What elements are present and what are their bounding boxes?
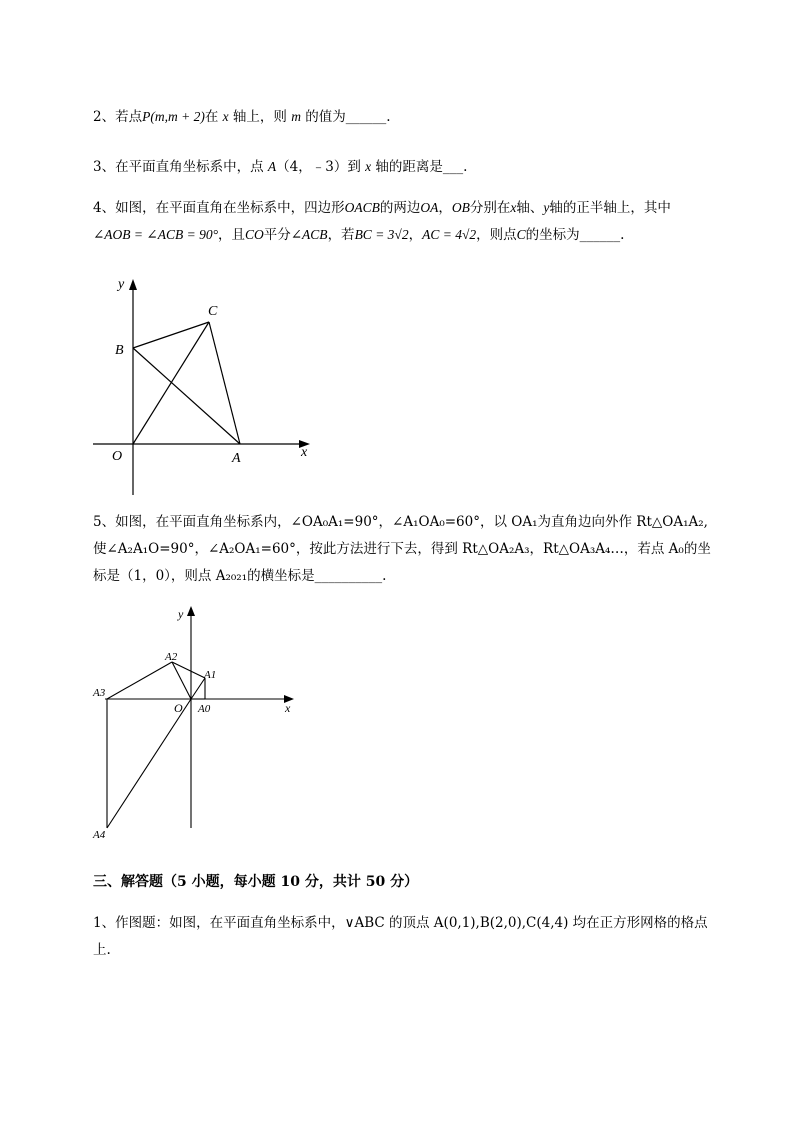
question-5-line-3: 标是（1，0），则点 A₂₀₂₁的横坐标是__________. xyxy=(93,568,387,584)
q4-text-1c: 分别在 xyxy=(469,200,511,216)
figure-spiral-triangles xyxy=(85,600,305,850)
segment-a2a3 xyxy=(107,662,172,699)
figure-quadrilateral xyxy=(85,270,325,500)
q3-coords: （4，﹣3）到 xyxy=(276,159,361,175)
label-x: x xyxy=(285,701,291,715)
q4-oa: OA xyxy=(420,200,439,215)
label-y: y xyxy=(118,277,125,292)
q2-axis: x xyxy=(222,109,229,124)
q2-var: m xyxy=(291,109,301,124)
label-o: O xyxy=(112,449,123,464)
label-a1: A1 xyxy=(204,669,217,681)
label-c: C xyxy=(208,304,218,319)
q4-text-2d: ， xyxy=(408,227,423,243)
q4-text-2a: ，且 xyxy=(217,227,245,243)
y-axis-arrow-icon xyxy=(187,606,195,616)
label-x: x xyxy=(301,445,308,460)
label-a: A xyxy=(232,451,241,466)
section-3-title: 三、解答题（5 小题，每小题 10 分，共计 50 分） xyxy=(93,874,419,890)
q4-text-1b: 的两边 xyxy=(379,200,421,216)
problem-1-line-1: 1、作图题：如图，在平面直角坐标系中，∨ABC 的顶点 A(0,1),B(2,0),C(4,4) 均在正方形网格的格点 xyxy=(93,915,708,931)
segment-ba xyxy=(133,348,240,444)
q4-text-1: 4、如图，在平面直角在坐标系中，四边形 xyxy=(93,200,345,216)
q4-text-2e: ，则点 xyxy=(476,227,517,243)
q4-y: y xyxy=(543,200,550,215)
question-3 xyxy=(93,157,467,177)
q3-axis: x xyxy=(365,159,372,174)
q4-text-2b: 平分 xyxy=(263,227,291,243)
q3-text: 3、在平面直角坐标系中，点 xyxy=(93,159,264,175)
q4-angle-eq: ∠AOB = ∠ACB = 90° xyxy=(93,227,218,242)
q4-text-1e: 轴的正半轴上，其中 xyxy=(549,200,671,216)
label-a2: A2 xyxy=(165,651,178,663)
q4-angle-acb: ∠ACB xyxy=(290,227,328,242)
q2-text-mid: 在 xyxy=(204,109,219,125)
q3-answer-blank: 轴的距离是___. xyxy=(375,159,468,175)
segment-bc xyxy=(133,322,209,348)
q4-comma: ， xyxy=(438,200,452,216)
problem-1-line-2: 上. xyxy=(93,942,111,958)
q2-text-mid2: 轴上，则 xyxy=(232,109,287,125)
segment-oa1 xyxy=(191,678,205,699)
q2-text: 2、若点 xyxy=(93,109,143,125)
segment-oa2 xyxy=(172,662,191,699)
segment-oa4 xyxy=(107,699,191,828)
label-a0: A0 xyxy=(198,703,211,715)
q4-quad: OACB xyxy=(344,200,380,215)
q2-answer-blank: 的值为______. xyxy=(305,109,391,125)
q4-co: CO xyxy=(244,227,264,242)
label-y: y xyxy=(178,607,184,621)
question-5-line-2: 使∠A₂A₁O=90°，∠A₂OA₁=60°，按此方法进行下去，得到 Rt△OA₂A₃，Rt△OA₃A₄…，若点 A₀的坐 xyxy=(93,541,711,557)
y-axis-arrow-icon xyxy=(129,279,137,290)
question-4-line-1 xyxy=(93,198,671,218)
label-a4: A4 xyxy=(93,829,106,841)
q4-c: C xyxy=(516,227,526,242)
q4-answer-blank: 的坐标为______. xyxy=(525,227,625,243)
q4-ob: OB xyxy=(451,200,470,215)
label-a3: A3 xyxy=(93,687,106,699)
q2-point: P(m,m + 2) xyxy=(142,109,205,124)
question-2 xyxy=(93,107,391,127)
q4-bc: BC = 3√2 xyxy=(354,227,409,242)
q4-x: x xyxy=(510,200,517,215)
question-4-line-2 xyxy=(93,225,624,245)
q4-ac: AC = 4√2 xyxy=(422,227,477,242)
q3-point: A xyxy=(267,159,277,174)
question-5-line-1: 5、如图，在平面直角坐标系内，∠OA₀A₁=90°，∠A₁OA₀=60°，以 OA₁为直角边向外作 Rt△OA₁A₂, xyxy=(93,514,708,530)
segment-oc xyxy=(133,322,209,444)
label-o: O xyxy=(174,701,183,715)
label-b: B xyxy=(115,343,124,358)
q4-text-1d: 轴、 xyxy=(516,200,544,216)
segment-a1a2 xyxy=(172,662,205,678)
segment-ca xyxy=(209,322,240,444)
q4-text-2c: ，若 xyxy=(327,227,355,243)
